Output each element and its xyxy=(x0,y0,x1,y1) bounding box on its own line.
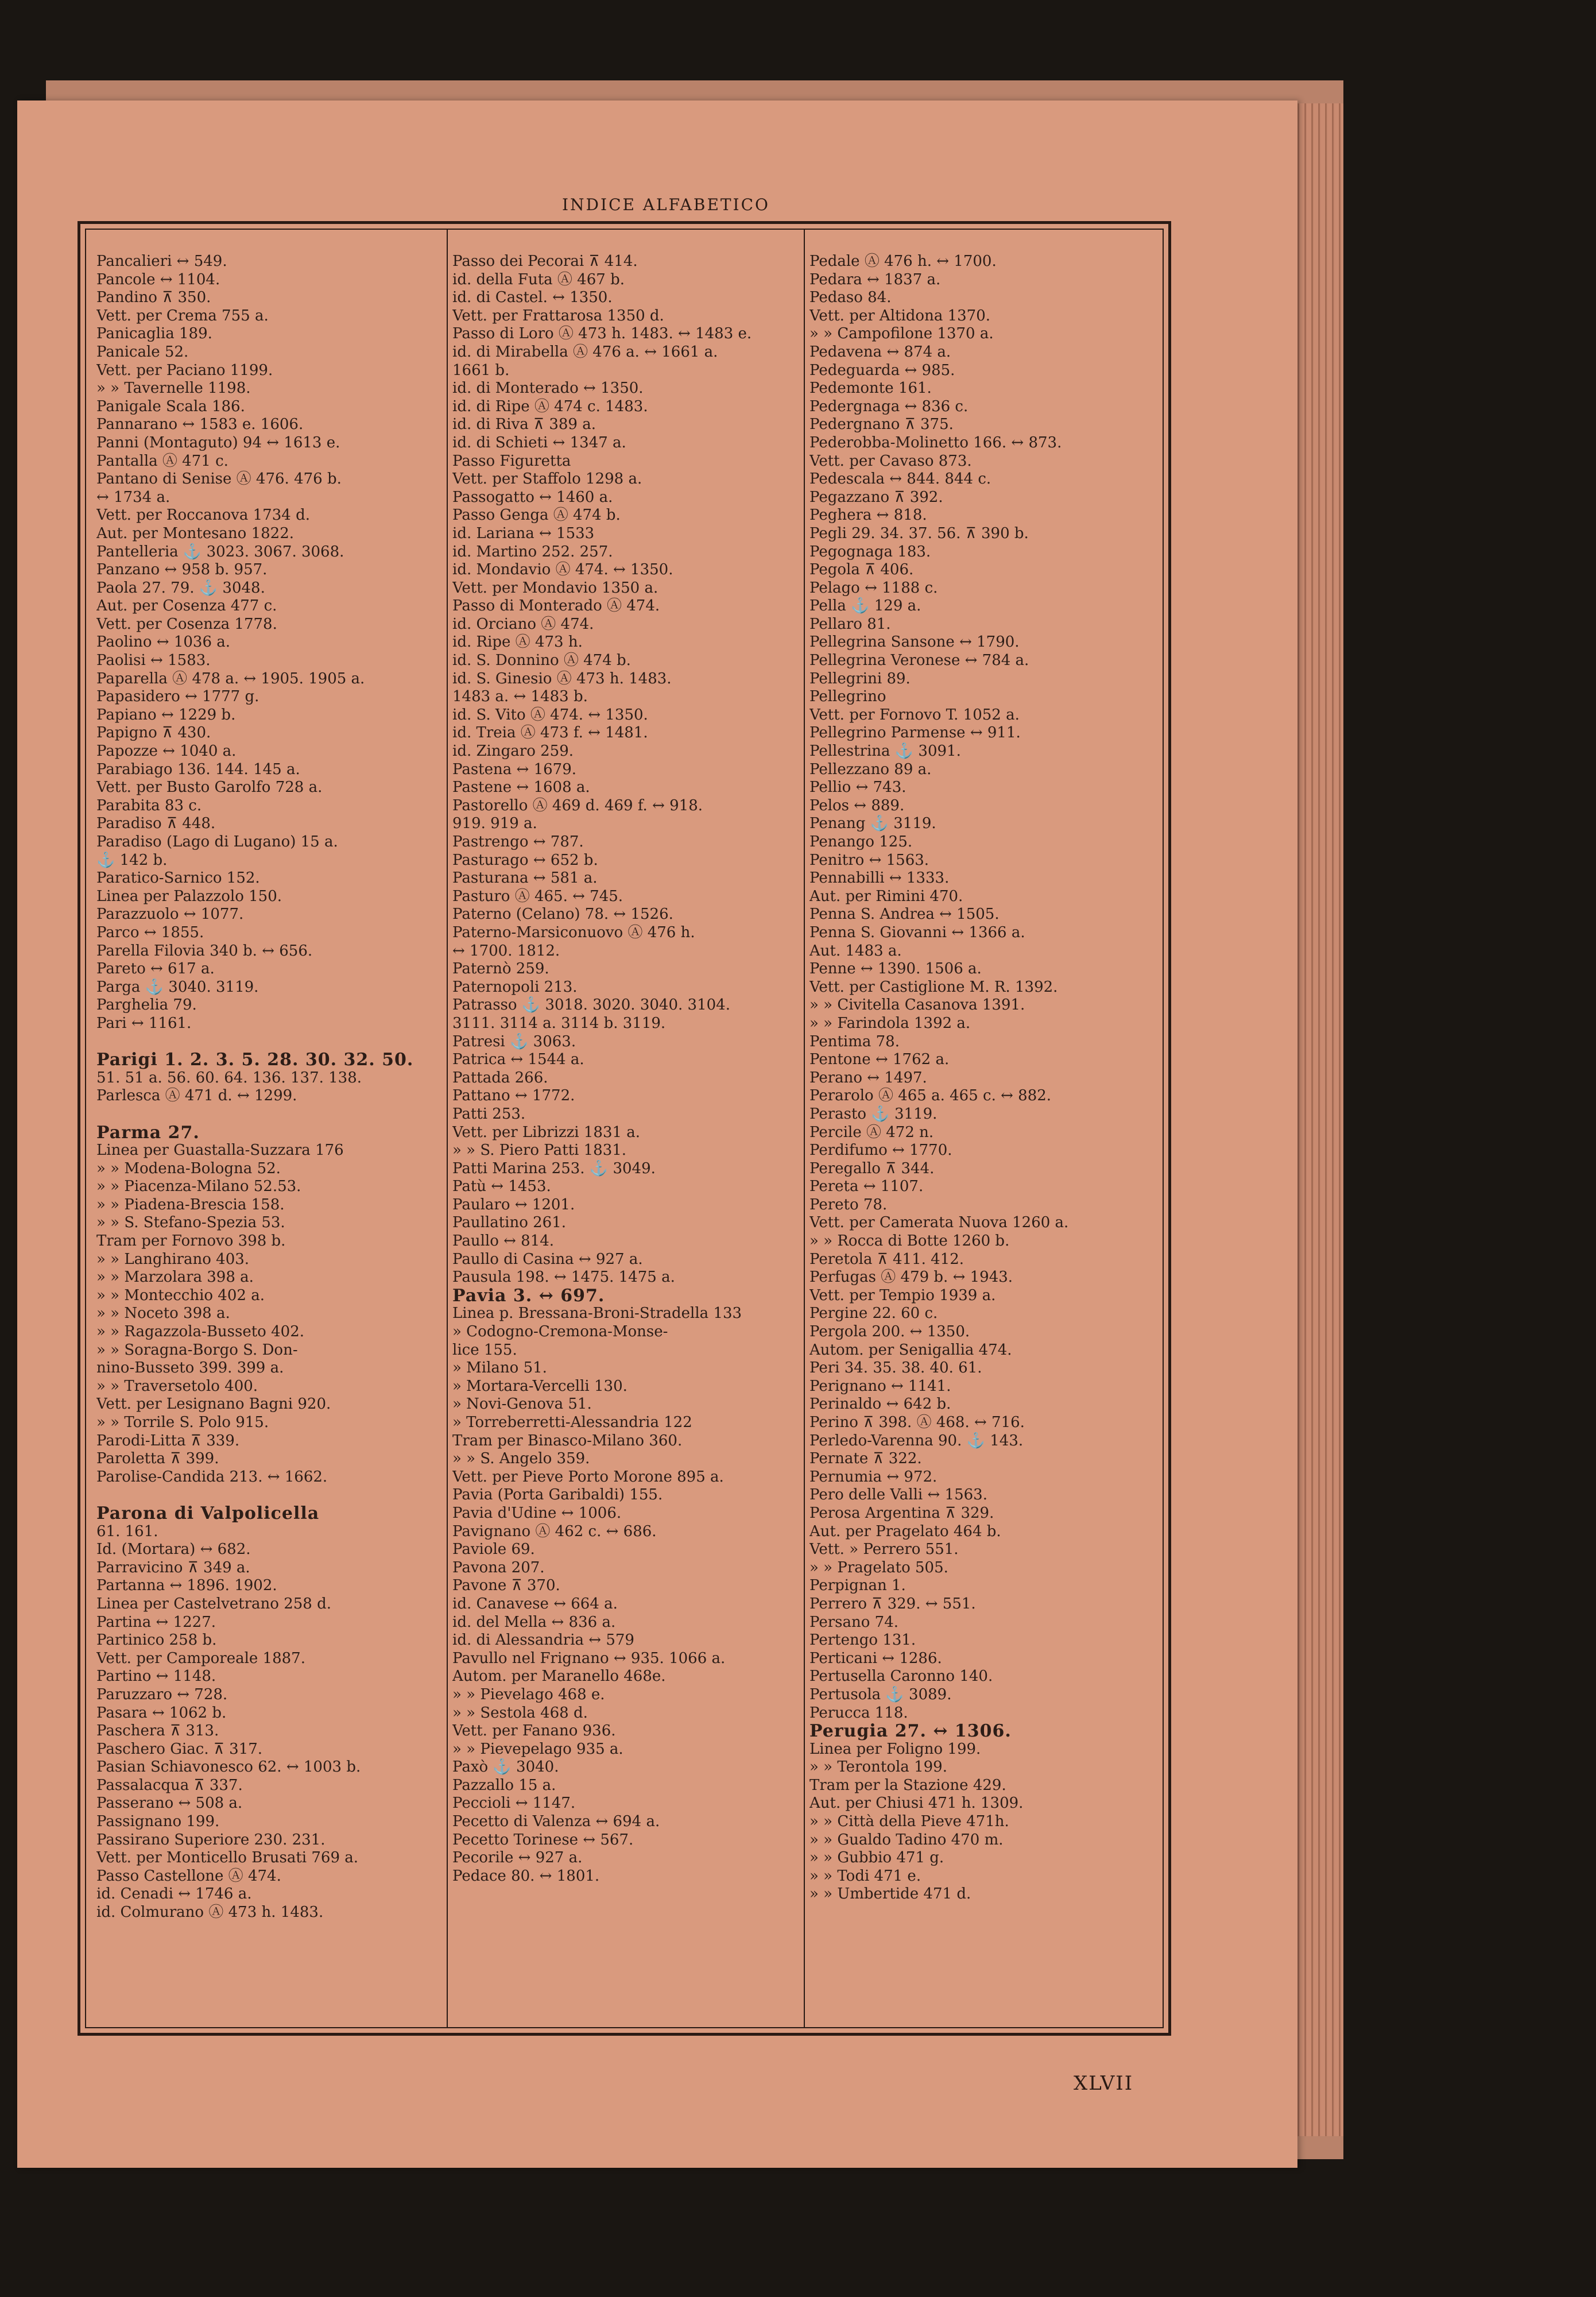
index-entry: Pennabilli ↔ 1333. xyxy=(809,869,950,887)
index-entry: Vett. per Monticello Brusati 769 a. xyxy=(96,1849,359,1867)
index-entry: Pareto ↔ 617 a. xyxy=(96,960,215,978)
index-entry: » » S. Stefano-Spezia 53. xyxy=(96,1214,285,1232)
index-entry: 61. 161. xyxy=(96,1522,158,1540)
index-entry: » » Sestola 468 d. xyxy=(452,1704,588,1722)
index-entry: Vett. per Paciano 1199. xyxy=(96,361,273,379)
index-entry: Paparella Ⓐ 478 a. ↔ 1905. 1905 a. xyxy=(96,670,365,687)
index-entry: Paradiso ⊼ 448. xyxy=(96,815,216,833)
index-entry: Pandino ⊼ 350. xyxy=(96,289,211,307)
index-entry: Peri 34. 35. 38. 40. 61. xyxy=(809,1359,982,1377)
index-entry: Pastrengo ↔ 787. xyxy=(452,833,584,850)
index-entry: Penna S. Giovanni ↔ 1366 a. xyxy=(809,923,1025,941)
index-entry: Parravicino ⊼ 349 a. xyxy=(96,1559,250,1576)
index-entry: Pella ⚓ 129 a. xyxy=(809,597,921,615)
index-entry: Perasto ⚓ 3119. xyxy=(809,1105,938,1123)
index-entry: Perinaldo ↔ 642 b. xyxy=(809,1395,951,1413)
index-entry: » » Rocca di Botte 1260 b. xyxy=(809,1232,1010,1250)
index-entry: Paternò 259. xyxy=(452,960,549,978)
index-entry: Persano 74. xyxy=(809,1613,898,1631)
index-entry: Pegola ⊼ 406. xyxy=(809,561,914,579)
index-entry: Passogatto ↔ 1460 a. xyxy=(452,488,613,506)
index-entry: Parazzuolo ↔ 1077. xyxy=(96,906,244,923)
index-column-1 xyxy=(96,253,441,2021)
index-column-3 xyxy=(809,253,1154,2021)
index-entry: Pavignano Ⓐ 462 c. ↔ 686. xyxy=(452,1522,657,1540)
index-entry: Pasturana ↔ 581 a. xyxy=(452,869,598,887)
index-entry: id. di Ripe Ⓐ 474 c. 1483. xyxy=(452,397,648,415)
index-entry: Peregallo ⊼ 344. xyxy=(809,1159,935,1177)
index-entry: id. S. Donnino Ⓐ 474 b. xyxy=(452,652,631,670)
index-entry: Vett. per Pieve Porto Morone 895 a. xyxy=(452,1468,724,1486)
index-entry: Paschero Giac. ⊼ 317. xyxy=(96,1740,263,1758)
index-entry: Pedara ↔ 1837 a. xyxy=(809,270,941,288)
index-entry: Percile Ⓐ 472 n. xyxy=(809,1123,934,1141)
index-entry: ↔ 1734 a. xyxy=(96,488,171,506)
index-entry: » » Pragelato 505. xyxy=(809,1559,948,1576)
index-entry: Patresi ⚓ 3063. xyxy=(452,1033,576,1050)
index-entry: Pastena ↔ 1679. xyxy=(452,760,576,778)
index-entry: id. di Riva ⊼ 389 a. xyxy=(452,416,596,434)
index-entry: Paullo ↔ 814. xyxy=(452,1232,555,1250)
index-entry: Parella Filovia 340 b. ↔ 656. xyxy=(96,942,313,960)
index-entry: Parga ⚓ 3040. 3119. xyxy=(96,978,259,996)
index-entry: Paterno-Marsiconuovo Ⓐ 476 h. xyxy=(452,923,695,941)
index-entry: » Mortara-Vercelli 130. xyxy=(452,1377,627,1395)
index-entry: Pedaso 84. xyxy=(809,289,892,307)
index-entry: Passirano Superiore 230. 231. xyxy=(96,1831,326,1849)
index-entry: Penang ⚓ 3119. xyxy=(809,815,936,833)
index-entry: Pavia 3. ↔ 697. xyxy=(452,1286,605,1305)
index-entry: » Torreberretti-Alessandria 122 xyxy=(452,1414,692,1431)
index-entry: » » Città della Pieve 471h. xyxy=(809,1813,1009,1831)
index-entry: 1483 a. ↔ 1483 b. xyxy=(452,688,588,706)
index-entry: Pedace 80. ↔ 1801. xyxy=(452,1867,600,1885)
index-entry: Paratico-Sarnico 152. xyxy=(96,869,260,887)
index-entry: Vett. per Staffolo 1298 a. xyxy=(452,470,642,488)
index-entry: Peretola ⊼ 411. 412. xyxy=(809,1250,964,1268)
index-entry: Passalacqua ⊼ 337. xyxy=(96,1776,243,1794)
index-entry: Pavia (Porta Garibaldi) 155. xyxy=(452,1486,663,1504)
index-entry: » » S. Angelo 359. xyxy=(452,1450,590,1468)
index-entry: Pegli 29. 34. 37. 56. ⊼ 390 b. xyxy=(809,524,1029,542)
index-entry: Papiano ↔ 1229 b. xyxy=(96,706,236,724)
index-entry: Pegazzano ⊼ 392. xyxy=(809,488,943,506)
index-entry: Pavona 207. xyxy=(452,1559,545,1576)
index-entry: Pavia d'Udine ↔ 1006. xyxy=(452,1504,622,1522)
index-entry xyxy=(96,1486,441,1505)
index-entry: Perano ↔ 1497. xyxy=(809,1069,927,1086)
index-entry: Parolise-Candida 213. ↔ 1662. xyxy=(96,1468,328,1486)
index-entry: Paternopoli 213. xyxy=(452,978,578,996)
index-entry: » » Pievelago 468 e. xyxy=(452,1685,605,1703)
index-entry: Pedale Ⓐ 476 h. ↔ 1700. xyxy=(809,253,997,270)
index-entry: Perucca 118. xyxy=(809,1704,908,1722)
index-entry: id. di Mirabella Ⓐ 476 a. ↔ 1661 a. xyxy=(452,343,718,361)
index-entry: » » Todi 471 e. xyxy=(809,1867,921,1885)
index-entry: Linea per Palazzolo 150. xyxy=(96,887,282,905)
index-entry: Aut. per Chiusi 471 h. 1309. xyxy=(809,1795,1024,1812)
index-entry: Pegognaga 183. xyxy=(809,543,931,560)
index-entry: Autom. per Maranello 468e. xyxy=(452,1668,666,1685)
index-entry: Parghelia 79. xyxy=(96,996,197,1014)
index-entry: id. della Futa Ⓐ 467 b. xyxy=(452,270,625,288)
index-entry: Pereto 78. xyxy=(809,1196,888,1213)
index-entry: Panni (Montaguto) 94 ↔ 1613 e. xyxy=(96,434,340,451)
index-entry: id. Canavese ↔ 664 a. xyxy=(452,1595,618,1612)
index-entry: Perfugas Ⓐ 479 b. ↔ 1943. xyxy=(809,1269,1013,1286)
index-column-2 xyxy=(452,253,797,2021)
index-entry: Pedescala ↔ 844. 844 c. xyxy=(809,470,991,488)
index-entry: Vett. per Castiglione M. R. 1392. xyxy=(809,978,1058,996)
index-entry: Pelago ↔ 1188 c. xyxy=(809,579,938,597)
index-entry: Panicaglia 189. xyxy=(96,325,212,343)
index-entry: Paviole 69. xyxy=(452,1541,535,1559)
index-entry: » Codogno-Cremona-Monse- xyxy=(452,1323,668,1341)
index-entry: id. di Monterado ↔ 1350. xyxy=(452,380,644,397)
index-entry: Vett. per Mondavio 1350 a. xyxy=(452,579,658,597)
index-entry: Penne ↔ 1390. 1506 a. xyxy=(809,960,982,978)
index-entry: Pausula 198. ↔ 1475. 1475 a. xyxy=(452,1269,675,1286)
index-entry: Pellegrino Parmense ↔ 911. xyxy=(809,724,1021,742)
index-entry: Panzano ↔ 958 b. 957. xyxy=(96,561,268,579)
index-entry: Pavullo nel Frignano ↔ 935. 1066 a. xyxy=(452,1649,726,1667)
index-entry: Vett. per Busto Garolfo 728 a. xyxy=(96,779,323,796)
index-entry: Paularo ↔ 1201. xyxy=(452,1196,575,1213)
index-entry: Linea p. Bressana-Broni-Stradella 133 xyxy=(452,1305,742,1322)
index-entry: Paschera ⊼ 313. xyxy=(96,1722,219,1740)
index-entry: 3111. 3114 a. 3114 b. 3119. xyxy=(452,1014,666,1032)
index-entry: id. del Mella ↔ 836 a. xyxy=(452,1613,616,1631)
index-entry: Pasturo Ⓐ 465. ↔ 745. xyxy=(452,887,623,905)
index-entry: id. Mondavio Ⓐ 474. ↔ 1350. xyxy=(452,561,673,579)
index-entry: Perosa Argentina ⊼ 329. xyxy=(809,1504,994,1522)
index-entry: » » Marzolara 398 a. xyxy=(96,1269,254,1286)
index-entry: id. di Castel. ↔ 1350. xyxy=(452,289,613,307)
index-entry: » » Piadena-Brescia 158. xyxy=(96,1196,285,1213)
index-entry: Parco ↔ 1855. xyxy=(96,923,204,941)
index-entry: Vett. per Fanano 936. xyxy=(452,1722,616,1740)
index-entry: Pantano di Senise Ⓐ 476. 476 b. xyxy=(96,470,342,488)
index-entry: ↔ 1700. 1812. xyxy=(452,942,560,960)
index-entry: Linea per Guastalla-Suzzara 176 xyxy=(96,1142,344,1159)
index-entry: Pavone ⊼ 370. xyxy=(452,1577,560,1595)
index-entry: Pellio ↔ 743. xyxy=(809,779,907,796)
index-entry: Parabiago 136. 144. 145 a. xyxy=(96,760,300,778)
index-entry: Paroletta ⊼ 399. xyxy=(96,1450,219,1468)
index-entry: id. Treia Ⓐ 473 f. ↔ 1481. xyxy=(452,724,648,742)
index-entry: Patrica ↔ 1544 a. xyxy=(452,1051,584,1069)
index-entry: Paola 27. 79. ⚓ 3048. xyxy=(96,579,265,597)
index-entry: Pergine 22. 60 c. xyxy=(809,1305,938,1322)
index-entry: Paolisi ↔ 1583. xyxy=(96,652,211,670)
index-entry: Aut. per Pragelato 464 b. xyxy=(809,1522,1001,1540)
index-entry: 1661 b. xyxy=(452,361,510,379)
index-entry: Patù ↔ 1453. xyxy=(452,1178,551,1196)
index-entry: Papasidero ↔ 1777 g. xyxy=(96,688,259,706)
index-entry: Pedemonte 161. xyxy=(809,380,932,397)
index-entry: Passo Genga Ⓐ 474 b. xyxy=(452,506,621,524)
index-entry: Pedergnaga ↔ 836 c. xyxy=(809,397,969,415)
index-entry: Perrero ⊼ 329. ↔ 551. xyxy=(809,1595,976,1612)
index-entry: Pari ↔ 1161. xyxy=(96,1014,192,1032)
index-entry xyxy=(96,1105,441,1124)
index-entry: id. di Alessandria ↔ 579 xyxy=(452,1631,634,1649)
index-entry: Pedavena ↔ 874 a. xyxy=(809,343,951,361)
column-rule xyxy=(447,229,448,2028)
index-entry: Vett. per Cosenza 1778. xyxy=(96,615,277,633)
index-entry: Pernumia ↔ 972. xyxy=(809,1468,938,1486)
index-entry: 919. 919 a. xyxy=(452,815,537,833)
index-entry: » » S. Piero Patti 1831. xyxy=(452,1142,627,1159)
index-entry: » » Umbertide 471 d. xyxy=(809,1885,971,1903)
index-entry: Pattano ↔ 1772. xyxy=(452,1087,575,1105)
index-entry: » » Campofilone 1370 a. xyxy=(809,325,994,343)
index-entry: » » Terontola 199. xyxy=(809,1758,947,1776)
index-entry: Partino ↔ 1148. xyxy=(96,1668,216,1685)
index-entry: Vett. per Fornovo T. 1052 a. xyxy=(809,706,1020,724)
index-entry: Perarolo Ⓐ 465 a. 465 c. ↔ 882. xyxy=(809,1087,1052,1105)
index-entry: Vett. per Frattarosa 1350 d. xyxy=(452,307,664,324)
index-entry: Passerano ↔ 508 a. xyxy=(96,1795,243,1812)
index-entry: Perpignan 1. xyxy=(809,1577,906,1595)
index-entry: » » Civitella Casanova 1391. xyxy=(809,996,1025,1014)
index-entry: Perino ⊼ 398. Ⓐ 468. ↔ 716. xyxy=(809,1414,1025,1431)
index-entry: ⚓ 142 b. xyxy=(96,851,168,869)
index-entry: Patti Marina 253. ⚓ 3049. xyxy=(452,1159,656,1177)
index-entry: Aut. per Rimini 470. xyxy=(809,887,963,905)
index-entry: Patrasso ⚓ 3018. 3020. 3040. 3104. xyxy=(452,996,730,1014)
index-entry: Patti 253. xyxy=(452,1105,526,1123)
index-entry: Tram per la Stazione 429. xyxy=(809,1776,1006,1794)
index-entry: Vett. per Cavaso 873. xyxy=(809,452,972,470)
index-entry: Pattada 266. xyxy=(452,1069,548,1086)
index-entry: Pecorile ↔ 927 a. xyxy=(452,1849,583,1867)
index-entry: Partanna ↔ 1896. 1902. xyxy=(96,1577,277,1595)
index-entry: Linea per Foligno 199. xyxy=(809,1740,981,1758)
index-entry: Pertusella Caronno 140. xyxy=(809,1668,993,1685)
index-entry: Papigno ⊼ 430. xyxy=(96,724,211,742)
index-entry: Panigale Scala 186. xyxy=(96,397,245,415)
index-entry: » » Pievepelago 935 a. xyxy=(452,1740,623,1758)
index-entry: Paterno (Celano) 78. ↔ 1526. xyxy=(452,906,673,923)
index-entry: Paxò ⚓ 3040. xyxy=(452,1758,559,1776)
index-entry: Aut. 1483 a. xyxy=(809,942,902,960)
index-entry: Pergola 200. ↔ 1350. xyxy=(809,1323,970,1341)
index-entry: Pentima 78. xyxy=(809,1033,900,1050)
index-entry: id. Lariana ↔ 1533 xyxy=(452,524,595,542)
index-entry: Pasara ↔ 1062 b. xyxy=(96,1704,227,1722)
index-entry: Papozze ↔ 1040 a. xyxy=(96,743,237,760)
index-entry: Paradiso (Lago di Lugano) 15 a. xyxy=(96,833,338,850)
index-entry: » Novi-Genova 51. xyxy=(452,1395,592,1413)
index-entry: Pasturago ↔ 652 b. xyxy=(452,851,598,869)
index-entry: Peghera ↔ 818. xyxy=(809,506,927,524)
index-entry: » » Torrile S. Polo 915. xyxy=(96,1414,269,1431)
index-entry: Pero delle Valli ↔ 1563. xyxy=(809,1486,987,1504)
index-entry: Vett. per Tempio 1939 a. xyxy=(809,1286,996,1304)
index-entry xyxy=(96,1033,441,1051)
index-entry: Aut. per Montesano 1822. xyxy=(96,524,295,542)
index-entry: Pantalla Ⓐ 471 c. xyxy=(96,452,228,470)
index-entry: Pereta ↔ 1107. xyxy=(809,1178,924,1196)
index-entry: Aut. per Cosenza 477 c. xyxy=(96,597,277,615)
index-entry: » » Ragazzola-Busseto 402. xyxy=(96,1323,304,1341)
index-entry: » » Modena-Bologna 52. xyxy=(96,1159,281,1177)
index-entry: Pellegrino xyxy=(809,688,886,706)
index-entry: Partinico 258 b. xyxy=(96,1631,217,1649)
index-entry: Pellaro 81. xyxy=(809,615,891,633)
index-entry: Passo Figuretta xyxy=(452,452,571,470)
index-entry: » » Piacenza-Milano 52.53. xyxy=(96,1178,301,1196)
index-entry: » » Noceto 398 a. xyxy=(96,1305,230,1322)
index-entry: Pantelleria ⚓ 3023. 3067. 3068. xyxy=(96,543,344,560)
index-entry: Penitro ↔ 1563. xyxy=(809,851,929,869)
index-entry: Pentone ↔ 1762 a. xyxy=(809,1051,950,1069)
index-entry: Pellestrina ⚓ 3091. xyxy=(809,743,961,760)
index-entry: Penango 125. xyxy=(809,833,913,850)
index-entry: Vett. per Crema 755 a. xyxy=(96,307,269,324)
index-entry: id. di Schieti ↔ 1347 a. xyxy=(452,434,626,451)
index-entry: Parlesca Ⓐ 471 d. ↔ 1299. xyxy=(96,1087,297,1105)
index-entry: Penna S. Andrea ↔ 1505. xyxy=(809,906,1000,923)
index-entry: » » Traversetolo 400. xyxy=(96,1377,258,1395)
index-entry: Pertengo 131. xyxy=(809,1631,916,1649)
page-number: XLVII xyxy=(1074,2072,1134,2095)
index-entry: Pecetto di Valenza ↔ 694 a. xyxy=(452,1813,660,1831)
index-entry: Passignano 199. xyxy=(96,1813,220,1831)
index-entry: Paolino ↔ 1036 a. xyxy=(96,633,231,651)
index-entry: » » Montecchio 402 a. xyxy=(96,1286,265,1304)
index-entry: » » Gubbio 471 g. xyxy=(809,1849,944,1867)
index-entry: Pellegrini 89. xyxy=(809,670,911,687)
index-entry: id. Colmurano Ⓐ 473 h. 1483. xyxy=(96,1904,324,1921)
index-entry: nino-Busseto 399. 399 a. xyxy=(96,1359,284,1377)
index-entry: Pastene ↔ 1608 a. xyxy=(452,779,590,796)
index-entry: Vett. per Roccanova 1734 d. xyxy=(96,506,310,524)
index-entry: Parabita 83 c. xyxy=(96,796,202,814)
index-entry: Parodi-Litta ⊼ 339. xyxy=(96,1432,240,1449)
index-entry: Passo di Monterado Ⓐ 474. xyxy=(452,597,660,615)
index-entry: id. S. Ginesio Ⓐ 473 h. 1483. xyxy=(452,670,672,687)
index-entry: Tram per Binasco-Milano 360. xyxy=(452,1432,683,1449)
index-entry: Vett. per Camerata Nuova 1260 a. xyxy=(809,1214,1069,1232)
index-entry: Parma 27. xyxy=(96,1123,200,1142)
index-entry: Panicale 52. xyxy=(96,343,189,361)
index-entry: Paullo di Casina ↔ 927 a. xyxy=(452,1250,643,1268)
index-entry: Parona di Valpolicella xyxy=(96,1504,320,1523)
index-entry: » » Soragna-Borgo S. Don- xyxy=(96,1341,298,1359)
index-entry: » » Gualdo Tadino 470 m. xyxy=(809,1831,1004,1849)
index-entry: Id. (Mortara) ↔ 682. xyxy=(96,1541,251,1559)
index-entry: Partina ↔ 1227. xyxy=(96,1613,216,1631)
index-entry: Pazzallo 15 a. xyxy=(452,1776,556,1794)
index-entry: Pasian Schiavonesco 62. ↔ 1003 b. xyxy=(96,1758,361,1776)
index-entry: » Milano 51. xyxy=(452,1359,547,1377)
index-entry: Tram per Fornovo 398 b. xyxy=(96,1232,286,1250)
index-entry: Pedeguarda ↔ 985. xyxy=(809,361,955,379)
index-entry: Vett. per Librizzi 1831 a. xyxy=(452,1123,641,1141)
index-entry: Pederobba-Molinetto 166. ↔ 873. xyxy=(809,434,1062,451)
index-entry: Pellegrina Sansone ↔ 1790. xyxy=(809,633,1020,651)
index-entry: Perdifumo ↔ 1770. xyxy=(809,1142,952,1159)
index-entry: id. S. Vito Ⓐ 474. ↔ 1350. xyxy=(452,706,648,724)
index-entry: Parigi 1. 2. 3. 5. 28. 30. 32. 50. xyxy=(96,1051,414,1069)
index-entry: Pertusola ⚓ 3089. xyxy=(809,1685,952,1703)
index-entry: Vett. » Perrero 551. xyxy=(809,1541,959,1559)
index-entry: Pancalieri ↔ 549. xyxy=(96,253,227,270)
index-entry: Pannarano ↔ 1583 e. 1606. xyxy=(96,416,304,434)
index-entry: Pellegrina Veronese ↔ 784 a. xyxy=(809,652,1029,670)
index-entry: Pellezzano 89 a. xyxy=(809,760,932,778)
index-entry: Pernate ⊼ 322. xyxy=(809,1450,922,1468)
index-entry: » » Langhirano 403. xyxy=(96,1250,250,1268)
index-entry: 51. 51 a. 56. 60. 64. 136. 137. 138. xyxy=(96,1069,362,1086)
running-head: INDICE ALFABETICO xyxy=(562,195,770,214)
index-entry: Peccioli ↔ 1147. xyxy=(452,1795,576,1812)
index-entry: Perticani ↔ 1286. xyxy=(809,1649,942,1667)
index-entry: Autom. per Senigallia 474. xyxy=(809,1341,1012,1359)
column-rule xyxy=(804,229,805,2028)
index-entry: Paullatino 261. xyxy=(452,1214,567,1232)
index-entry: id. Martino 252. 257. xyxy=(452,543,613,560)
index-entry: Vett. per Lesignano Bagni 920. xyxy=(96,1395,331,1413)
index-entry: Passo di Loro Ⓐ 473 h. 1483. ↔ 1483 e. xyxy=(452,325,752,343)
index-entry: id. Cenadi ↔ 1746 a. xyxy=(96,1885,252,1903)
index-entry: Linea per Castelvetrano 258 d. xyxy=(96,1595,332,1612)
index-entry: Perugia 27. ↔ 1306. xyxy=(809,1722,1012,1741)
index-entry: Pedergnano ⊼ 375. xyxy=(809,416,954,434)
index-entry: » » Farindola 1392 a. xyxy=(809,1014,971,1032)
index-entry: Pastorello Ⓐ 469 d. 469 f. ↔ 918. xyxy=(452,796,703,814)
index-entry: » » Tavernelle 1198. xyxy=(96,380,251,397)
index-entry: id. Zingaro 259. xyxy=(452,743,574,760)
index-entry: Perledo-Varenna 90. ⚓ 143. xyxy=(809,1432,1024,1449)
index-entry: lice 155. xyxy=(452,1341,517,1359)
index-entry: Perignano ↔ 1141. xyxy=(809,1377,951,1395)
index-entry: id. Orciano Ⓐ 474. xyxy=(452,615,594,633)
index-entry: Passo Castellone Ⓐ 474. xyxy=(96,1867,281,1885)
index-entry: Vett. per Altidona 1370. xyxy=(809,307,991,324)
index-entry: Pancole ↔ 1104. xyxy=(96,270,220,288)
index-entry: Paruzzaro ↔ 728. xyxy=(96,1685,228,1703)
index-entry: Passo dei Pecorai ⊼ 414. xyxy=(452,253,638,270)
index-entry: Pecetto Torinese ↔ 567. xyxy=(452,1831,634,1849)
index-entry: Vett. per Camporeale 1887. xyxy=(96,1649,305,1667)
index-entry: Pelos ↔ 889. xyxy=(809,796,905,814)
index-entry: id. Ripe Ⓐ 473 h. xyxy=(452,633,583,651)
